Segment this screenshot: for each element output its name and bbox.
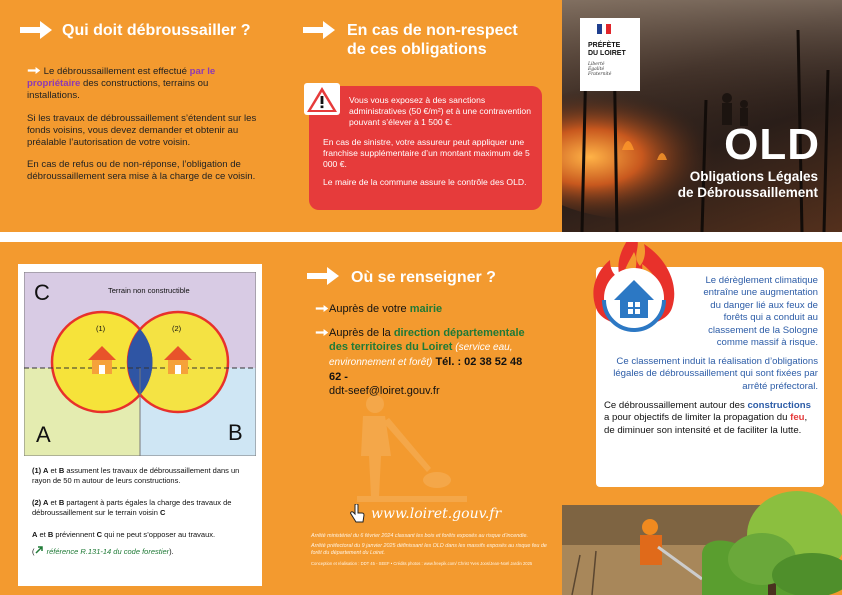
warning-box bbox=[309, 86, 542, 210]
title-line: de ces obligations bbox=[347, 41, 487, 58]
legal-line: Conception et réalisation : DDT 45 - SEEF • Crédits photos : www.freepik.com/ Christ Yves Joos/Jean-Noël Jardin 2025 bbox=[311, 561, 533, 566]
panel-penalties bbox=[281, 0, 562, 232]
arrow-icon bbox=[27, 66, 41, 75]
terrain-label: Terrain non constructible bbox=[108, 286, 190, 295]
zone-b-label: B bbox=[228, 420, 243, 445]
subtitle-line: de Débroussaillement bbox=[677, 185, 818, 200]
panel-who bbox=[0, 0, 281, 232]
arrow-icon bbox=[315, 304, 329, 313]
house-fire-icon bbox=[578, 242, 690, 338]
legal-line: Arrêté ministériel du 6 février 2024 classant les bois et forêts exposés au risque d’incendie. bbox=[311, 533, 528, 539]
arrow-icon bbox=[18, 20, 54, 40]
contact-ddt: Auprès de la direction départementale des territoires du Loiret (service eau, environnement et forêt) Tél. : 02 38 52 48 62 - ddt-seef@loiret.gouv.fr bbox=[329, 326, 529, 398]
section-title bbox=[347, 21, 518, 59]
note-3: A et B préviennent C qui ne peut s’opposer au travaux. bbox=[32, 530, 216, 539]
warning-text: En cas de sinistre, votre assureur peut appliquer une franchise supplémentaire d’un montant maximum de 5 000 €. bbox=[323, 137, 530, 169]
legal-line: Arrêté préfectoral du 9 janvier 2025 définissant les OLD dans les massifs exposés au risque feu de forêt du département du Loiret. bbox=[311, 543, 547, 556]
fold-gap bbox=[0, 232, 842, 242]
warning-text: Le maire de la commune assure le contrôle des OLD. bbox=[323, 177, 527, 187]
text: Le débroussaillement est effectué bbox=[43, 66, 190, 77]
motto: Fraternité bbox=[588, 72, 612, 77]
who-text bbox=[27, 66, 263, 194]
prefecture-logo bbox=[580, 18, 640, 91]
highlight: par le propriétaire bbox=[27, 66, 216, 90]
panel-diagram bbox=[0, 242, 281, 595]
note-2: (2) A et B partagent à parts égales la charge des travaux de débroussaillement sur le terrain voisin C bbox=[32, 498, 232, 517]
house-label: (2) bbox=[172, 324, 182, 333]
plot-diagram bbox=[24, 272, 256, 456]
code-reference: ( référence R.131-14 du code forestier). bbox=[32, 547, 174, 556]
contact-mairie: Auprès de votre mairie bbox=[329, 302, 529, 316]
clearing-diagram bbox=[18, 264, 262, 586]
card-text: Le dérèglement climatique entraîne une augmentation du danger lié aux feux de forêts qui a conduit au classement de la Sologne comme massif à risque. bbox=[703, 275, 818, 349]
section-title: Qui doit débroussailler ? bbox=[62, 22, 251, 39]
subtitle-line: Obligations Légales bbox=[689, 169, 818, 184]
note-1: (1) A et B assument les travaux de débroussaillement dans un rayon de 50 m autour de leurs constructions. bbox=[32, 466, 240, 485]
warning-text: Vous vous exposez à des sanctions administratives (50 €/m²) et à une contravention pouvant s’élever à 1 500 €. bbox=[349, 95, 531, 127]
section-title: Où se renseigner ? bbox=[351, 269, 496, 286]
card-text: Ce classement induit la réalisation d’obligations légales de débroussaillement qui sont fixées par arrêté préfectoral. bbox=[613, 356, 818, 392]
panel-context bbox=[562, 242, 842, 595]
logo-text: PRÉFÈTE bbox=[588, 42, 621, 49]
website-link[interactable]: www.loiret.gouv.fr bbox=[349, 504, 501, 524]
logo-text: DU LOIRET bbox=[588, 50, 626, 57]
forest-worker-photo bbox=[562, 475, 842, 595]
motto: Liberté bbox=[588, 62, 605, 67]
paragraph: Si les travaux de débroussaillement s’étendent sur les fonds voisins, vous devez demander et obtenir au préalable l’autorisation de votre voisin. bbox=[27, 112, 257, 149]
arrow-icon bbox=[305, 266, 341, 286]
main-subtitle bbox=[678, 169, 818, 201]
warning-icon bbox=[304, 83, 340, 115]
house-label: (1) bbox=[96, 324, 106, 333]
zone-a-label: A bbox=[36, 422, 51, 447]
pointer-hand-icon bbox=[349, 504, 365, 524]
zone-c-label: C bbox=[34, 280, 50, 305]
arrow-icon bbox=[315, 328, 329, 337]
paragraph: En cas de refus ou de non-réponse, l’obligation de débroussaillement sera mise à la charge de ce voisin. bbox=[27, 159, 256, 183]
main-title: OLD bbox=[724, 120, 820, 169]
legal-notes bbox=[311, 533, 551, 567]
panel-cover bbox=[562, 0, 842, 232]
arrow-icon bbox=[35, 546, 45, 554]
motto: Égalité bbox=[588, 67, 605, 72]
brushcutter-silhouette bbox=[337, 392, 467, 502]
title-line: En cas de non-respect bbox=[347, 22, 518, 39]
text: des constructions, terrains ou installations. bbox=[27, 78, 209, 102]
arrow-icon bbox=[301, 20, 337, 40]
card-text: Ce débroussaillement autour des constructions a pour objectifs de limiter la propagation du feu, de diminuer son intensité et de faciliter la lutte. bbox=[604, 400, 811, 436]
panel-info bbox=[281, 242, 562, 595]
marianne-flag bbox=[597, 24, 611, 34]
email-link[interactable]: ddt-seef@loiret.gouv.fr bbox=[329, 385, 440, 397]
